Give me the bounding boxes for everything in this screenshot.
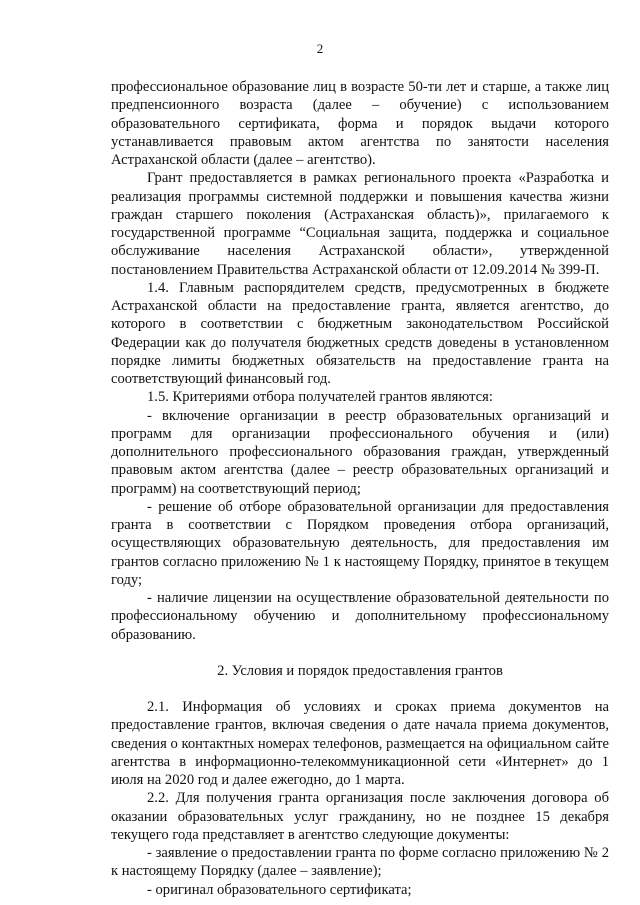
criteria-item-registry: - включение организации в реестр образовательных организаций и программ для организации профессионального обучения и (или) дополнительного профессионального образования граждан, утвержденный правовым актом агентства (далее – реестр образовательных организаций и программ) на соответствующий период;	[111, 407, 609, 497]
criteria-item-license: - наличие лицензии на осуществление образовательной деятельности по профессиональному обучению и дополнительному профессиональному образованию.	[111, 590, 609, 643]
page-number: 2	[316, 41, 324, 56]
document-item-certificate: - оригинал образовательного сертификата;	[147, 881, 412, 898]
criteria-item-selection: - решение об отборе образовательной организации для предоставления гранта в соответствии с Порядком проведения отбора организаций, осуществляющих образовательную деятельность, для предоставления им грантов согласно приложению № 1 к настоящему Порядку, принятое в текущем году;	[111, 498, 609, 588]
paragraph-1-4: 1.4. Главным распорядителем средств, предусмотренных в бюджете Астраханской области на предоставление гранта, является агентство, до которого в соответствии с бюджетным законодательством Российской Федерации как до получателя бюджетных средств доведены в установленном порядке лимиты бюджетных обязательств на предоставление гранта на соответствующий финансовый год.	[111, 279, 609, 387]
document-item-application: - заявление о предоставлении гранта по форме согласно приложению № 2 к настоящему Порядку (далее – заявление);	[111, 845, 609, 880]
paragraph-2-2: 2.2. Для получения гранта организация после заключения договора об оказании образовательных услуг гражданину, но не позднее 15 декабря текущего года представляет в агентство следующие документы:	[111, 790, 609, 843]
paragraph-continuation: профессиональное образование лиц в возрасте 50-ти лет и старше, а также лиц предпенсионного возраста (далее – обучение) с использованием образовательного сертификата, форма и порядок выдачи которого устанавливается правовым актом агентства по занятости населения Астраханской области (далее – агентство).	[111, 79, 609, 168]
paragraph-1-5: 1.5. Критериями отбора получателей грантов являются:	[147, 389, 493, 406]
document-body	[111, 78, 609, 899]
section-heading: 2. Условия и порядок предоставления грантов	[217, 662, 503, 679]
paragraph-2-1: 2.1. Информация об условиях и сроках приема документов на предоставление грантов, включая сведения о дате начала приема документов, сведения о контактных номерах телефонов, размещается на официальном сайте агентства в информационно-телекоммуникационной сети «Интернет» до 1 июля на 2020 год и далее ежегодно, до 1 марта.	[111, 699, 609, 788]
paragraph-grant-project: Грант предоставляется в рамках регионального проекта «Разработка и реализация программы системной поддержки и повышения качества жизни граждан старшего поколения (Астраханская область)», прилагаемого к государственной программе “Социальная защита, поддержка и социальное обслуживание населения Астраханской области», утвержденной постановлением Правительства Астраханской области от 12.09.2014 № 399-П.	[111, 170, 609, 278]
